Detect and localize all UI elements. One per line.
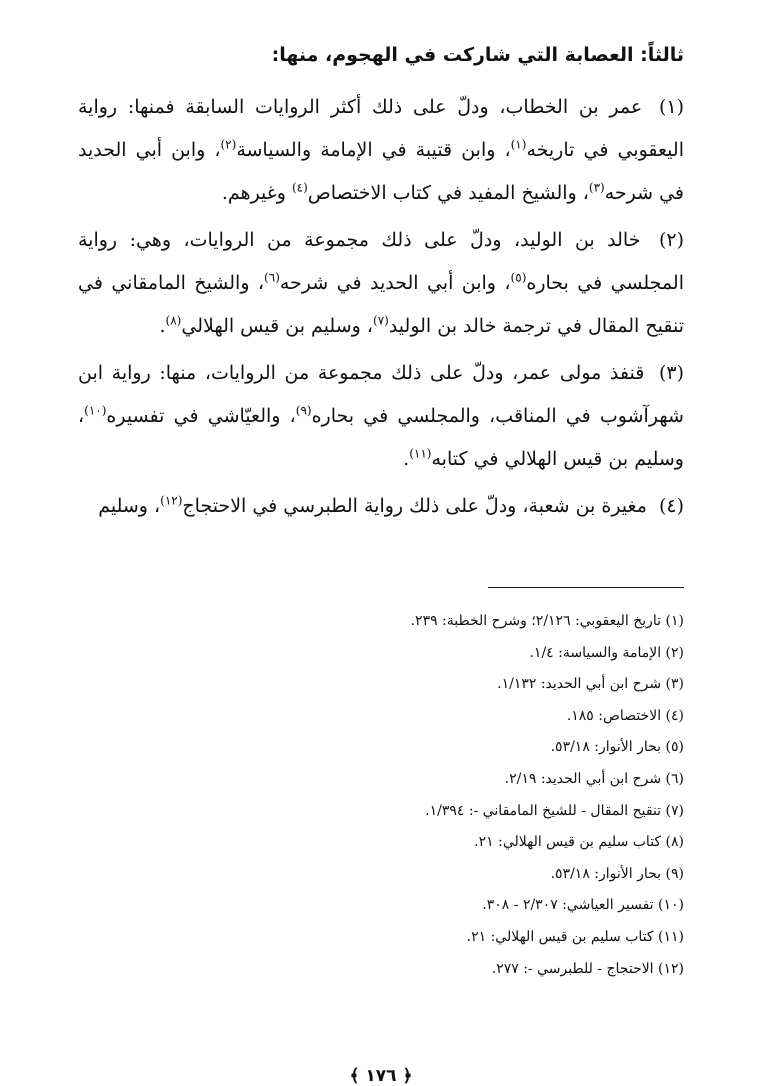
item-text: ، وسليم [98, 495, 161, 517]
footnote-4: (٤) الاختصاص: ١٨٥. [566, 707, 684, 724]
item-text: خالد بن الوليد، ودلّ على ذلك مجموعة من الروايات، وهي: رواية المجلسي في بحاره [78, 229, 684, 294]
item-text: ، وابن قتيبة في الإمامة والسياسة [236, 139, 511, 161]
footnote-ref[interactable]: (١) [510, 137, 527, 152]
item-text: ، وابن أبي الحديد في شرحه [78, 139, 684, 204]
item-text: ، والعيّاشي في تفسيره [106, 405, 296, 427]
item-text: . [159, 315, 166, 337]
item-text: قنفذ مولى عمر، ودلّ على ذلك مجموعة من الروايات، منها: رواية ابن شهرآشوب في المناقب، والمجلسي في بحاره [78, 362, 684, 427]
footnote-10: (١٠) تفسير العياشي: ٢/٣٠٧ - ٣٠٨. [482, 897, 684, 914]
footnote-2: (٢) الإمامة والسياسة: ١/٤. [529, 644, 684, 661]
footnote-1: (١) تاريخ اليعقوبي: ٢/١٢٦؛ وشرح الخطبة: ٢٣٩. [410, 613, 684, 629]
footnote-3: (٣) شرح ابن أبي الحديد: ١/١٣٢. [497, 676, 684, 693]
footnote-ref[interactable]: (٦) [264, 270, 280, 285]
footnote-ref[interactable]: (١٢) [160, 493, 183, 508]
item-number: (١) [658, 96, 684, 118]
footnote-9: (٩) بحار الأنوار: ٥٣/١٨. [550, 865, 684, 882]
item-text: وغيرهم. [221, 182, 292, 204]
list-item-3 [78, 352, 684, 481]
footnote-ref[interactable]: (٨) [165, 313, 182, 328]
footnote-5: (٥) بحار الأنوار: ٥٣/١٨. [550, 739, 684, 756]
item-number: (٤) [658, 495, 684, 517]
footnote-ref[interactable]: (٤) [291, 180, 308, 195]
list-item-4 [78, 485, 684, 528]
item-number: (٣) [658, 362, 684, 384]
footnote-ref[interactable]: (١١) [409, 446, 432, 461]
footnote-ref[interactable]: (٥) [510, 270, 527, 285]
book-page [78, 38, 684, 1085]
list-item-1 [78, 86, 684, 215]
footnote-12: (١٢) الاحتجاج - للطبرسي -: ٢٧٧. [491, 960, 684, 977]
page-number: ﴾ ١٧٦ ﴿ [349, 1066, 413, 1086]
footnote-7: (٧) تنقيح المقال - للشيخ المامقاني -: ١/٣٩٤. [425, 802, 684, 819]
section-heading: ثالثاً: العصابة التي شاركت في الهجوم، منها: [271, 44, 684, 66]
footnote-6: (٦) شرح ابن أبي الحديد: ٢/١٩. [504, 770, 684, 787]
footnote-divider [488, 587, 684, 588]
item-text: ، وابن أبي الحديد في شرحه [279, 272, 511, 294]
footnote-ref[interactable]: (٢) [220, 137, 237, 152]
footnote-11: (١١) كتاب سليم بن قيس الهلالي: ٢١. [466, 928, 684, 945]
footnote-ref[interactable]: (١٠) [84, 403, 107, 418]
item-text: ، وسليم بن قيس الهلالي [181, 315, 373, 337]
item-text: ، والشيخ المفيد في كتاب الاختصاص [307, 182, 589, 204]
footnote-ref[interactable]: (٧) [373, 313, 389, 328]
item-text: عمر بن الخطاب، ودلّ على ذلك أكثر الروايات السابقة فمنها: رواية اليعقوبي في تاريخه [78, 96, 684, 161]
footnote-8: (٨) كتاب سليم بن قيس الهلالي: ٢١. [474, 834, 684, 851]
item-text: . [403, 448, 410, 470]
item-text: مغيرة بن شعبة، ودلّ على ذلك رواية الطبرسي في الاحتجاج [182, 495, 647, 517]
footnote-ref[interactable]: (٣) [588, 180, 605, 195]
list-item-2 [78, 219, 684, 348]
footnote-ref[interactable]: (٩) [295, 403, 312, 418]
item-number: (٢) [658, 229, 684, 251]
item-text: ، وسليم بن قيس الهلالي في كتابه [78, 405, 684, 470]
item-text: ، والشيخ المامقاني في تنقيح المقال في ترجمة خالد بن الوليد [78, 272, 684, 337]
footnotes-list [78, 606, 684, 985]
